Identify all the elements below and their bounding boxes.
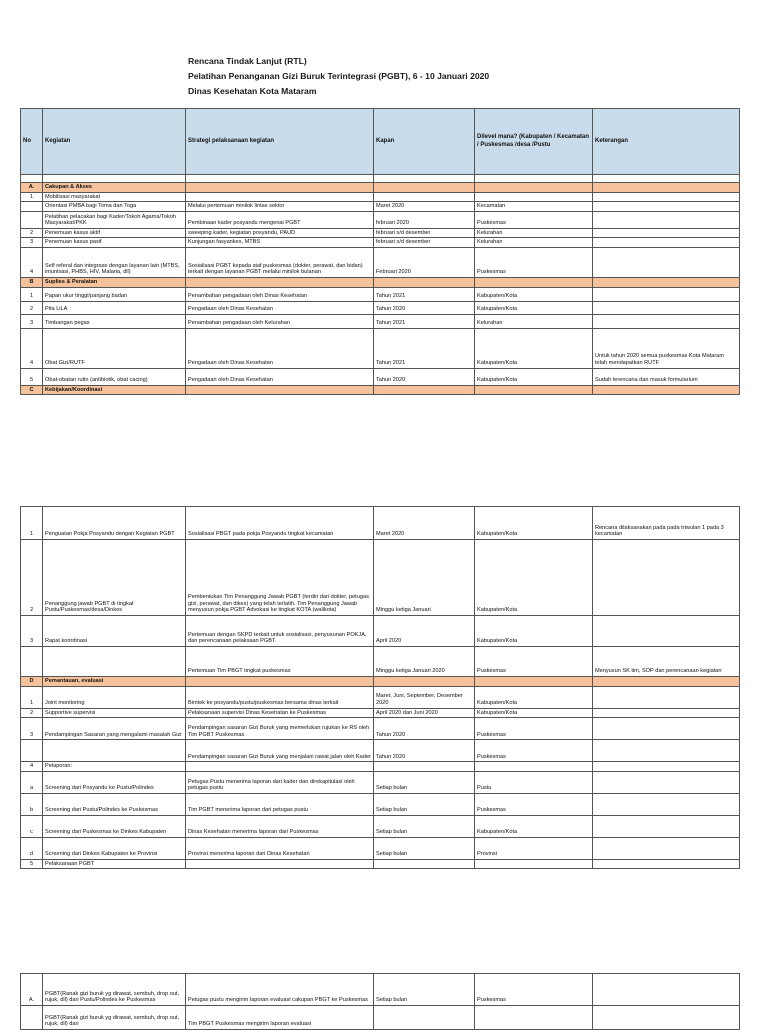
table-row	[21, 708, 740, 718]
cell-kapan: Tahun 2021	[374, 287, 475, 301]
section-number: B	[21, 277, 43, 287]
section-empty-cell	[374, 677, 475, 687]
table-row	[21, 1006, 740, 1030]
cell-strategi: Sosialisasi PGBT kepada staf puskesmas (dokter, perawat, dan bidan) terkait dengan layanan PGBT melalui minilok bulanan	[186, 247, 374, 277]
section-empty-cell	[374, 385, 475, 395]
cell-keterangan	[593, 762, 740, 772]
cell-level	[475, 762, 593, 772]
cell-kegiatan	[43, 647, 186, 677]
section-title: Cakupan & Akses	[43, 183, 186, 193]
cell-strategi: Penambahan pengadaan oleh Dinas Kesehatan	[186, 287, 374, 301]
section-empty-cell	[593, 385, 740, 395]
cell-kapan: Setiap bulan	[374, 837, 475, 859]
cell-level: Puskesmas	[475, 247, 593, 277]
cell-level: Kabupaten/Kota	[475, 815, 593, 837]
cell-kegiatan	[43, 740, 186, 762]
cell-no	[21, 202, 43, 212]
cell-level	[475, 192, 593, 202]
table-row	[21, 247, 740, 277]
section-title: Kebijakan/Koordinasi	[43, 385, 186, 395]
cell-strategi: Pertemuan dengan SKPD terkait untuk sosialisasi, penyusunan POKJA, dan perencanaan pelaksaan PGBT.	[186, 616, 374, 647]
cell-kegiatan: Screening dari Dinkes Kabupaten ke Provinsi	[43, 837, 186, 859]
table-row	[21, 974, 740, 1006]
cell-level: Kabupaten/Kota	[475, 507, 593, 540]
cell-kegiatan: Obat Gizi/RUTF	[43, 328, 186, 368]
cell-level: Kelurahan	[475, 238, 593, 248]
cell-no	[21, 647, 43, 677]
table-row	[21, 301, 740, 314]
cell-strategi: Tim PBGT Puskesmas mengirim laporan evaluasi	[186, 1006, 374, 1030]
cell-keterangan	[593, 314, 740, 328]
section-empty-cell	[593, 677, 740, 687]
cell-kapan: April 2020 dan Juni 2020	[374, 708, 475, 718]
cell-keterangan	[593, 287, 740, 301]
cell-no	[21, 740, 43, 762]
cell-no: 3	[21, 718, 43, 740]
cell-level: Kabupaten/Kota	[475, 328, 593, 368]
cell-keterangan	[593, 740, 740, 762]
cell-no: 5	[21, 859, 43, 869]
cell-kegiatan: PGBT(Ranak gizi buruk yg dirawat, sembuh, drop out, rujuk, dll) dari	[43, 1006, 186, 1030]
cell-no: b	[21, 793, 43, 815]
cell-keterangan: Sudah terencana dan masuk formularium	[593, 368, 740, 385]
table-row	[21, 507, 740, 540]
cell-kapan: Tahun 2020	[374, 718, 475, 740]
section-title: Suplies & Peralatan	[43, 277, 186, 287]
section-empty-cell	[475, 277, 593, 287]
cell-kapan: Tahun 2020	[374, 368, 475, 385]
cell-kegiatan: Screening dari Pustu/Polindes ke Puskesmas	[43, 793, 186, 815]
cell-kapan: Tahun 2021	[374, 314, 475, 328]
cell-strategi: Pembentukan Tim Penanggung Jawab PGBT (terdiri dari dokter, petugas gizi, perawat, dan dikes) yang telah terlatih. Tim Penanggung Jawab menyusun pokja PGBT Advokasi ke tingkat KOTA (walikota)	[186, 540, 374, 616]
cell-level	[475, 1006, 593, 1030]
section-number: C	[21, 385, 43, 395]
cell-strategi: Melalui pertemuan minilok lintas sektor	[186, 202, 374, 212]
table-row	[21, 211, 740, 228]
cell-no	[21, 1006, 43, 1030]
cell-kegiatan: Penguatan Pokja Posyandu dengan Kegiatan PGBT	[43, 507, 186, 540]
cell-keterangan	[593, 247, 740, 277]
cell-keterangan: Rencana dilaksanakan pada pada triwulan 1 pada 3 kecamatan	[593, 507, 740, 540]
cell-kapan: Minggu ketiga Januari	[374, 540, 475, 616]
header-no: No	[21, 109, 43, 175]
cell-kapan: februari s/d desember	[374, 238, 475, 248]
table-row	[21, 686, 740, 708]
table-row	[21, 859, 740, 869]
cell-kegiatan: Penemuan kasus aktif	[43, 228, 186, 238]
cell-kapan: februari 2020	[374, 211, 475, 228]
rtl-table-part2	[20, 506, 740, 869]
cell-kapan: Setiap bulan	[374, 974, 475, 1006]
cell-strategi: Dinas Kesehatan menerima laporan dari Puskesmas	[186, 815, 374, 837]
cell-kegiatan: Supportive supervisi	[43, 708, 186, 718]
cell-level: Kabupaten/Kota	[475, 708, 593, 718]
cell-no: 4	[21, 762, 43, 772]
header-level: Dilevel mana? (Kabupaten / Kecamatan / Puskesmas /desa /Pustu	[475, 109, 593, 175]
cell-keterangan	[593, 974, 740, 1006]
cell-kapan: februari s/d desember	[374, 228, 475, 238]
cell-no: 4	[21, 247, 43, 277]
cell-no: 3	[21, 238, 43, 248]
cell-kapan: Setiap bulan	[374, 815, 475, 837]
cell-kapan: Maret 2020	[374, 507, 475, 540]
cell-kapan: Februari 2020	[374, 247, 475, 277]
table-row	[21, 228, 740, 238]
table-row	[21, 647, 740, 677]
cell-keterangan	[593, 771, 740, 793]
document-subtitle-training: Pelatihan Penanganan Gizi Buruk Terintegrasi (PGBT), 6 - 10 Januari 2020	[188, 71, 490, 81]
cell-kegiatan: PGBT(Ranak gizi buruk yg dirawat, sembuh, drop out, rujuk, dll) dari Pustu/Polindes ke Puskesmas	[43, 974, 186, 1006]
cell-keterangan	[593, 859, 740, 869]
cell-no: a	[21, 771, 43, 793]
cell-keterangan	[593, 708, 740, 718]
cell-no: 5	[21, 368, 43, 385]
section-row	[21, 677, 740, 687]
cell-kapan: Setiap bulan	[374, 793, 475, 815]
cell-keterangan	[593, 616, 740, 647]
table-row	[21, 314, 740, 328]
section-row	[21, 277, 740, 287]
section-number: D	[21, 677, 43, 687]
cell-level	[475, 859, 593, 869]
cell-keterangan	[593, 238, 740, 248]
cell-kapan	[374, 859, 475, 869]
table-row	[21, 771, 740, 793]
cell-strategi: Pertemuan Tim PBGT tingkat puskesmas	[186, 647, 374, 677]
cell-level: Kabupaten/Kota	[475, 616, 593, 647]
section-row	[21, 385, 740, 395]
cell-strategi	[186, 859, 374, 869]
cell-strategi: Pendampingan sasaran Gizi Buruk yang menjalani rawat jalan oleh Kader	[186, 740, 374, 762]
table-row	[21, 328, 740, 368]
cell-strategi: Pengadaan oleh Dinas Kesehatan	[186, 301, 374, 314]
cell-keterangan: Menyusun SK tim, SOP dan perencanaan kegiatan	[593, 647, 740, 677]
header-strategi: Strategi pelaksanaan kegiatan	[186, 109, 374, 175]
cell-level: Kabupaten/Kota	[475, 287, 593, 301]
cell-level: Puskesmas	[475, 740, 593, 762]
cell-strategi: Petugas Pustu menerima laporan dari kader dan direkapitulasi oleh petugas pustu	[186, 771, 374, 793]
cell-kegiatan: Pelaporan:	[43, 762, 186, 772]
rtl-table-part1	[20, 108, 740, 395]
cell-kapan: Setiap bulan	[374, 771, 475, 793]
cell-strategi: Penambahan pengadaan oleh Kelurahan	[186, 314, 374, 328]
cell-strategi: Pengadaan oleh Dinas Kesehatan	[186, 368, 374, 385]
cell-kapan: Tahun 2020	[374, 740, 475, 762]
table-row	[21, 287, 740, 301]
cell-no: 3	[21, 616, 43, 647]
cell-kegiatan: Penanggung jawab PGBT di tingkat Pustu/Puskesmas/desa/Dinkes	[43, 540, 186, 616]
table-row	[21, 815, 740, 837]
document-subtitle-office: Dinas Kesehatan Kota Mataram	[188, 86, 317, 96]
cell-level: Kabupaten/Kota	[475, 301, 593, 314]
cell-level: Puskesmas	[475, 211, 593, 228]
cell-no: 1	[21, 507, 43, 540]
cell-no: 2	[21, 228, 43, 238]
cell-strategi: Tim PGBT menerima laporan dari petugas pustu	[186, 793, 374, 815]
header-keterangan: Keterangan	[593, 109, 740, 175]
cell-no: 4	[21, 328, 43, 368]
cell-kapan: Tahun 2020	[374, 301, 475, 314]
cell-strategi: Petugas pustu mengirim laporan evaluasi cakupan PBGT ke Puskesmas	[186, 974, 374, 1006]
cell-strategi: Provinsi menerima laporan dari Dinas Kesehatan	[186, 837, 374, 859]
cell-kegiatan: Rapat koordinasi	[43, 616, 186, 647]
cell-kegiatan: Pendampingan Sasaran yang mengalami masalah Gizi	[43, 718, 186, 740]
table-row	[21, 368, 740, 385]
cell-no: d	[21, 837, 43, 859]
cell-kegiatan: Timbangan pegas	[43, 314, 186, 328]
table-row	[21, 793, 740, 815]
cell-kegiatan: Penemuan kasus pasif	[43, 238, 186, 248]
section-number: A.	[21, 183, 43, 193]
cell-level: Puskesmas	[475, 718, 593, 740]
cell-strategi	[186, 762, 374, 772]
table-row	[21, 616, 740, 647]
table-row	[21, 740, 740, 762]
rtl-table-part3	[20, 973, 740, 1030]
table-row	[21, 762, 740, 772]
cell-keterangan	[593, 837, 740, 859]
cell-strategi: sweeping kader, kegiatan posyandu, PAUD	[186, 228, 374, 238]
section-empty-cell	[593, 277, 740, 287]
cell-kapan: Maret, Juni, September, Desember 2020	[374, 686, 475, 708]
cell-keterangan	[593, 815, 740, 837]
cell-level: Pustu	[475, 771, 593, 793]
cell-strategi: Bimtek ke posyandu/pustu/puskesmas bersama dinas terkait	[186, 686, 374, 708]
cell-keterangan	[593, 718, 740, 740]
section-empty-cell	[475, 385, 593, 395]
cell-strategi: Sosialisasi PBGT pada pokja Posyandu tingkat kecamatan	[186, 507, 374, 540]
cell-no: 2	[21, 540, 43, 616]
cell-kapan: Minggu ketiga Januari 2020	[374, 647, 475, 677]
cell-strategi: Pengadaan oleh Dinas Kesehatan	[186, 328, 374, 368]
cell-keterangan	[593, 228, 740, 238]
cell-kegiatan: Mobilisasi masyarakat	[43, 192, 186, 202]
table-row	[21, 540, 740, 616]
table-row	[21, 202, 740, 212]
table-row	[21, 192, 740, 202]
cell-keterangan	[593, 793, 740, 815]
table-row	[21, 238, 740, 248]
cell-kapan	[374, 1006, 475, 1030]
cell-kegiatan: Papan ukur tinggi/panjang badan	[43, 287, 186, 301]
cell-keterangan	[593, 301, 740, 314]
section-empty-cell	[475, 183, 593, 193]
cell-level: Kabupaten/Kota	[475, 686, 593, 708]
section-empty-cell	[475, 677, 593, 687]
section-empty-cell	[374, 277, 475, 287]
cell-no: 1	[21, 287, 43, 301]
cell-level: Puskesmas	[475, 793, 593, 815]
cell-kegiatan: Orientasi PMBA bagi Toma dan Toga	[43, 202, 186, 212]
cell-keterangan	[593, 202, 740, 212]
cell-level: Kelurahan	[475, 314, 593, 328]
cell-no: 3	[21, 314, 43, 328]
cell-strategi: Pembinaan kader posyandu mengenai PGBT	[186, 211, 374, 228]
section-empty-cell	[186, 183, 374, 193]
cell-kegiatan: Obat-obatan rutin (antibiotik, obat cacing)	[43, 368, 186, 385]
section-title: Pemantauan, evaluasi	[43, 677, 186, 687]
cell-keterangan	[593, 1006, 740, 1030]
cell-no	[21, 211, 43, 228]
cell-kapan	[374, 192, 475, 202]
cell-keterangan	[593, 686, 740, 708]
section-empty-cell	[374, 183, 475, 193]
cell-keterangan	[593, 540, 740, 616]
cell-kegiatan: Screening dari Posyandu ke Pustu/Polindes	[43, 771, 186, 793]
cell-kegiatan: Self referal dan integrase dengan layanan lain (MTBS, imunisasi, PHBS, HIV, Malaria, dll)	[43, 247, 186, 277]
section-empty-cell	[593, 183, 740, 193]
cell-keterangan: Untuk tahun 2020 semua puskesmas Kota Mataram telah mendapatkan RUTF	[593, 328, 740, 368]
cell-strategi: Pelaksanaan supervisi Dinas Kesehatan ke Puskesmas	[186, 708, 374, 718]
section-row	[21, 183, 740, 193]
cell-kapan: Tahun 2021	[374, 328, 475, 368]
cell-strategi	[186, 192, 374, 202]
cell-kegiatan: Pelatihan pelacakan bagi Kader/Tokoh Agama/Tokoh Masyarakat/PKK	[43, 211, 186, 228]
cell-level: Kabupaten/Kota	[475, 368, 593, 385]
cell-level: Puskesmas	[475, 647, 593, 677]
cell-no: 1	[21, 192, 43, 202]
document-title-block	[188, 54, 489, 99]
section-empty-cell	[186, 677, 374, 687]
cell-strategi: Kunjungan fasyankes, MTBS	[186, 238, 374, 248]
cell-level: Provinsi	[475, 837, 593, 859]
cell-no: c	[21, 815, 43, 837]
cell-kegiatan: Joint monitoring	[43, 686, 186, 708]
cell-keterangan	[593, 211, 740, 228]
section-empty-cell	[186, 385, 374, 395]
cell-level: Kelurahan	[475, 228, 593, 238]
cell-kapan: Maret 2020	[374, 202, 475, 212]
cell-kegiatan: Screening dari Puskesmas ke Dinkes Kabupaten	[43, 815, 186, 837]
document-title: Rencana Tindak Lanjut (RTL)	[188, 56, 307, 66]
cell-strategi: Pendampingan sasaran Gizi Buruk yang memerlukan rujukan ke RS oleh Tim PGBT Puskesmas	[186, 718, 374, 740]
cell-no: 1	[21, 686, 43, 708]
cell-keterangan	[593, 192, 740, 202]
cell-level: Kabupaten/Kota	[475, 540, 593, 616]
cell-level: Kecamatan	[475, 202, 593, 212]
table-header-row	[21, 109, 740, 175]
table-spacer-row	[21, 175, 740, 183]
cell-kapan	[374, 762, 475, 772]
table-row	[21, 718, 740, 740]
cell-kegiatan: Pita LiLA	[43, 301, 186, 314]
table-row	[21, 837, 740, 859]
header-kapan: Kapan	[374, 109, 475, 175]
cell-kapan: April 2020	[374, 616, 475, 647]
section-empty-cell	[186, 277, 374, 287]
cell-kegiatan: Pelaksanaan PGBT	[43, 859, 186, 869]
header-kegiatan: Kegiatan	[43, 109, 186, 175]
cell-no: A.	[21, 974, 43, 1006]
cell-level: Puskesmas	[475, 974, 593, 1006]
cell-no: 2	[21, 301, 43, 314]
cell-no: 2	[21, 708, 43, 718]
